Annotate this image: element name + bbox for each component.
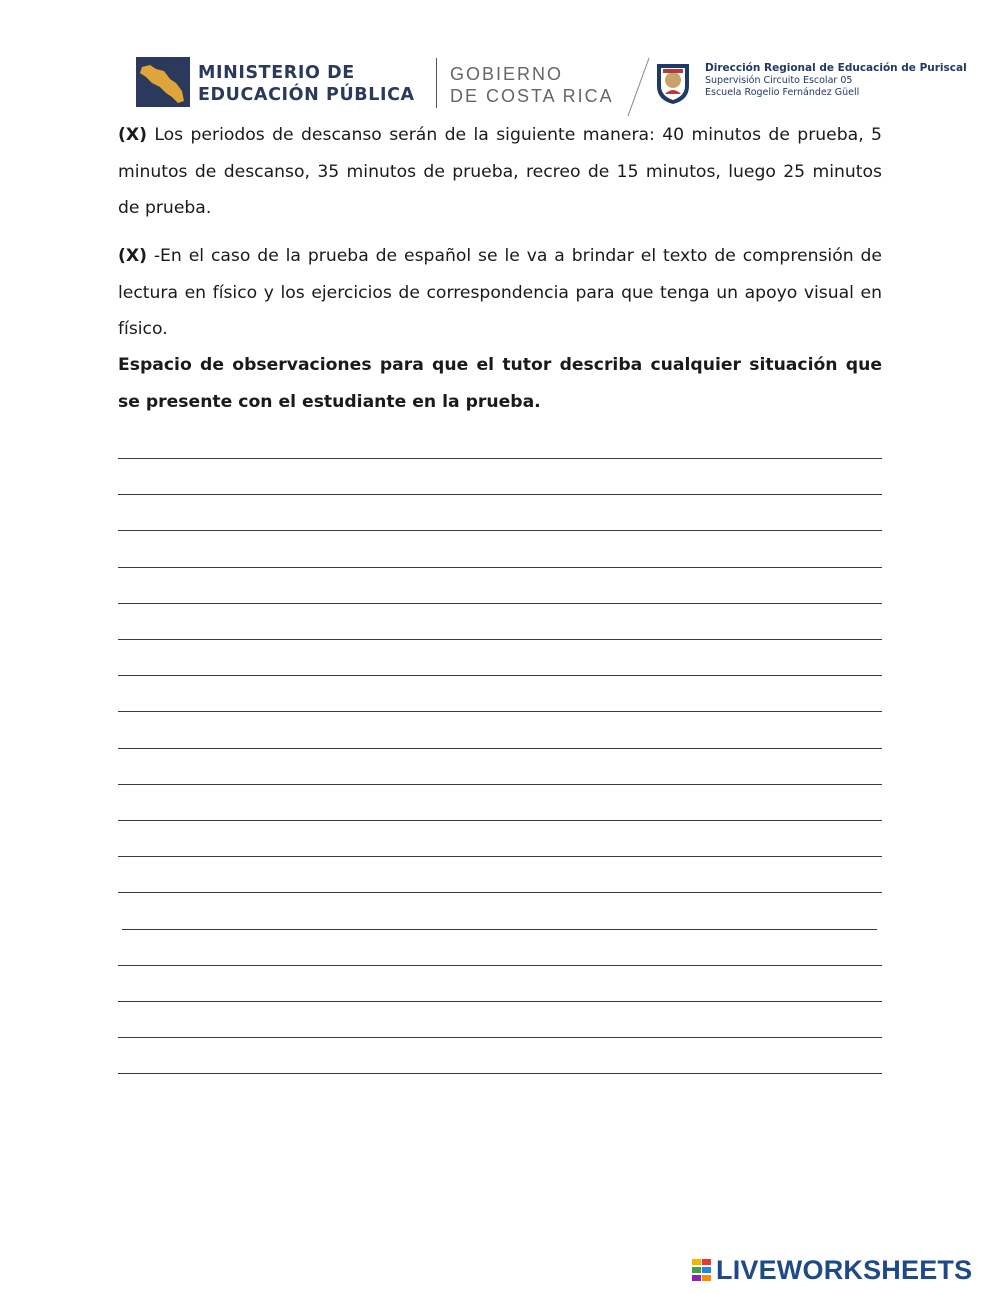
header-divider [436,58,437,108]
answer-line[interactable] [118,856,882,857]
answer-line[interactable] [118,965,882,966]
observations-heading: Espacio de observaciones para que el tutor describa cualquier situación que se presente con el estudiante en la prueba. [118,355,882,412]
government-line1: GOBIERNO [450,64,564,84]
costa-rica-map-logo-icon [136,57,190,107]
school-name: Escuela Rogelio Fernández Güell [705,87,860,98]
check-mark-2: (X) [118,246,147,266]
answer-line[interactable] [118,494,882,495]
ministry-name [198,62,415,106]
answer-line[interactable] [118,1037,882,1038]
answer-line[interactable] [118,1073,882,1074]
spanish-test-paragraph [118,238,882,348]
answer-line[interactable] [118,530,882,531]
regional-direction-block [705,62,967,99]
answer-line[interactable] [118,675,882,676]
school-emblem-icon [653,60,693,106]
answer-line[interactable] [118,820,882,821]
answer-line[interactable] [118,1001,882,1002]
spanish-test-text: -En el caso de la prueba de español se le va a brindar el texto de comprensión de lectura en físico y los ejercicios de correspondencia para que tenga un apoyo visual en físico. [118,246,882,339]
answer-line[interactable] [118,784,882,785]
answer-line[interactable] [118,603,882,604]
answer-line[interactable] [118,892,882,893]
check-mark-1: (X) [118,125,147,145]
region-circuit: Supervisión Circuito Escolar 05 [705,75,853,86]
answer-line[interactable] [122,929,877,930]
region-title: Dirección Regional de Educación de Puriscal [705,62,967,74]
liveworksheets-logo-icon [692,1259,712,1281]
answer-line[interactable] [118,711,882,712]
government-name [450,63,614,107]
answer-line[interactable] [118,639,882,640]
rest-periods-text: Los periodos de descanso serán de la siguiente manera: 40 minutos de prueba, 5 minutos de descanso, 35 minutos de prueba, recreo de 15 minutos, luego 25 minutos de prueba. [118,125,882,218]
answer-line[interactable] [118,458,882,459]
answer-line[interactable] [118,748,882,749]
page-header [0,0,1000,120]
ministry-line1: MINISTERIO DE [198,63,355,83]
government-line2: DE COSTA RICA [450,86,614,106]
ministry-line2: EDUCACIÓN PÚBLICA [198,85,415,105]
answer-line[interactable] [118,567,882,568]
rest-periods-paragraph [118,117,882,227]
header-slash-divider [627,58,649,117]
liveworksheets-wordmark: LIVEWORKSHEETS [716,1255,973,1285]
